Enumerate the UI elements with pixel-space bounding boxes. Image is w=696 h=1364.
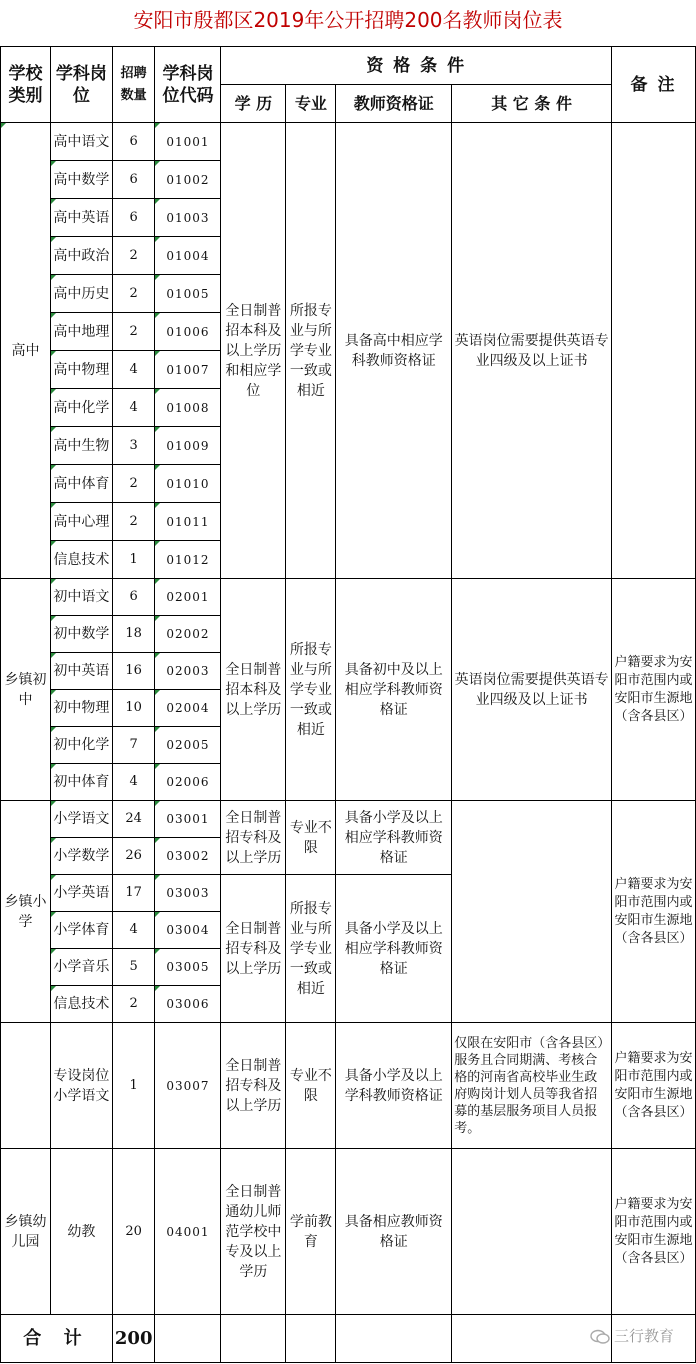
count-cell: 4 [112, 764, 155, 801]
primary-g1-certificate: 具备小学及以上相应学科教师资格证 [336, 801, 452, 875]
high-education: 全日制普招本科及以上学历和相应学位 [221, 123, 286, 579]
count-cell: 24 [112, 801, 155, 838]
count-cell: 2 [112, 503, 155, 541]
code-cell: 02001 [155, 579, 221, 616]
category-kinder: 乡镇幼儿园 [1, 1149, 51, 1315]
header-other: 其 它 条 件 [452, 85, 612, 123]
code-cell: 01009 [155, 427, 221, 465]
subject-cell: 高中英语 [50, 199, 112, 237]
count-cell: 6 [112, 161, 155, 199]
code-cell: 03003 [155, 875, 221, 912]
count-cell: 26 [112, 838, 155, 875]
code-cell: 01003 [155, 199, 221, 237]
kinder-major: 学前教育 [286, 1149, 336, 1315]
primary-remarks: 户籍要求为安阳市范围内或安阳市生源地（含各县区） [612, 801, 696, 1023]
subject-cell: 小学数学 [50, 838, 112, 875]
header-remarks: 备 注 [612, 47, 696, 123]
special-code: 03007 [155, 1023, 221, 1149]
recruitment-table [0, 46, 696, 1363]
count-cell: 2 [112, 275, 155, 313]
count-cell: 16 [112, 653, 155, 690]
special-other: 仅限在安阳市（含各县区）服务且合同期满、考核合格的河南省高校毕业生政府购岗计划人员等我省招募的基层服务项目人员报考。 [452, 1023, 612, 1149]
subject-cell: 小学音乐 [50, 949, 112, 986]
code-cell: 01006 [155, 313, 221, 351]
subject-cell: 高中地理 [50, 313, 112, 351]
code-cell: 01008 [155, 389, 221, 427]
category-special-empty [1, 1023, 51, 1149]
code-cell: 02002 [155, 616, 221, 653]
special-subject: 专设岗位小学语文 [50, 1023, 112, 1149]
count-cell: 1 [112, 541, 155, 579]
primary-g2-certificate: 具备小学及以上相应学科教师资格证 [336, 875, 452, 1023]
primary-other [452, 801, 612, 1023]
code-cell: 03006 [155, 986, 221, 1023]
subject-cell: 初中英语 [50, 653, 112, 690]
code-cell: 02003 [155, 653, 221, 690]
kinder-remarks: 户籍要求为安阳市范围内或安阳市生源地（含各县区） [612, 1149, 696, 1315]
category-middle: 乡镇初中 [1, 579, 51, 801]
code-cell: 03001 [155, 801, 221, 838]
high-other: 英语岗位需要提供英语专业四级及以上证书 [452, 123, 612, 579]
primary-g1-major: 专业不限 [286, 801, 336, 875]
count-cell: 4 [112, 389, 155, 427]
kinder-code: 04001 [155, 1149, 221, 1315]
primary-g2-education: 全日制普招专科及以上学历 [221, 875, 286, 1023]
code-cell: 01002 [155, 161, 221, 199]
code-cell: 01004 [155, 237, 221, 275]
total-label: 合 计 [1, 1315, 113, 1363]
middle-major: 所报专业与所学专业一致或相近 [286, 579, 336, 801]
count-cell: 17 [112, 875, 155, 912]
subject-cell: 高中数学 [50, 161, 112, 199]
subject-cell: 高中生物 [50, 427, 112, 465]
kinder-certificate: 具备相应教师资格证 [336, 1149, 452, 1315]
code-cell: 01011 [155, 503, 221, 541]
special-major: 专业不限 [286, 1023, 336, 1149]
code-cell: 01012 [155, 541, 221, 579]
subject-cell: 高中政治 [50, 237, 112, 275]
kinder-subject: 幼教 [50, 1149, 112, 1315]
count-cell: 6 [112, 199, 155, 237]
subject-cell: 高中化学 [50, 389, 112, 427]
header-major: 专业 [286, 85, 336, 123]
middle-other: 英语岗位需要提供英语专业四级及以上证书 [452, 579, 612, 801]
subject-cell: 高中体育 [50, 465, 112, 503]
kinder-other [452, 1149, 612, 1315]
kinder-education: 全日制普通幼儿师范学校中专及以上学历 [221, 1149, 286, 1315]
count-cell: 2 [112, 986, 155, 1023]
code-cell: 01007 [155, 351, 221, 389]
subject-cell: 信息技术 [50, 986, 112, 1023]
subject-cell: 小学体育 [50, 912, 112, 949]
watermark-text: 三行教育 [613, 1327, 674, 1345]
header-subject: 学科岗位 [50, 47, 112, 123]
middle-certificate: 具备初中及以上相应学科教师资格证 [336, 579, 452, 801]
code-cell: 02006 [155, 764, 221, 801]
subject-cell: 小学英语 [50, 875, 112, 912]
header-school-type: 学校类别 [1, 47, 51, 123]
code-cell: 02004 [155, 690, 221, 727]
high-certificate: 具备高中相应学科教师资格证 [336, 123, 452, 579]
subject-cell: 初中数学 [50, 616, 112, 653]
kinder-count: 20 [112, 1149, 155, 1315]
count-cell: 2 [112, 313, 155, 351]
code-cell: 02005 [155, 727, 221, 764]
code-cell: 01001 [155, 123, 221, 161]
watermark [590, 1325, 674, 1346]
subject-cell: 初中化学 [50, 727, 112, 764]
code-cell: 03002 [155, 838, 221, 875]
code-cell: 03005 [155, 949, 221, 986]
subject-cell: 信息技术 [50, 541, 112, 579]
count-cell: 4 [112, 351, 155, 389]
header-qualifications: 资 格 条 件 [221, 47, 612, 85]
header-code: 学科岗位代码 [155, 47, 221, 123]
code-cell: 01005 [155, 275, 221, 313]
count-cell: 2 [112, 237, 155, 275]
chat-bubble-icon [590, 1329, 610, 1345]
count-cell: 6 [112, 123, 155, 161]
special-education: 全日制普招专科及以上学历 [221, 1023, 286, 1149]
subject-cell: 小学语文 [50, 801, 112, 838]
header-education: 学 历 [221, 85, 286, 123]
count-cell: 18 [112, 616, 155, 653]
count-cell: 6 [112, 579, 155, 616]
special-remarks: 户籍要求为安阳市范围内或安阳市生源地（含各县区） [612, 1023, 696, 1149]
subject-cell: 高中历史 [50, 275, 112, 313]
high-remarks [612, 123, 696, 579]
page-title: 安阳市殷都区2019年公开招聘200名教师岗位表 [133, 8, 563, 32]
total-empty [452, 1315, 612, 1363]
header-certificate: 教师资格证 [336, 85, 452, 123]
count-cell: 3 [112, 427, 155, 465]
subject-cell: 高中语文 [50, 123, 112, 161]
count-cell: 2 [112, 465, 155, 503]
subject-cell: 初中语文 [50, 579, 112, 616]
count-cell: 5 [112, 949, 155, 986]
code-cell: 03004 [155, 912, 221, 949]
subject-cell: 初中物理 [50, 690, 112, 727]
category-high: 高中 [1, 123, 51, 579]
primary-g1-education: 全日制普招专科及以上学历 [221, 801, 286, 875]
total-empty [286, 1315, 336, 1363]
total-value: 200 [112, 1315, 155, 1363]
total-empty [155, 1315, 221, 1363]
subject-cell: 初中体育 [50, 764, 112, 801]
count-cell: 4 [112, 912, 155, 949]
total-empty [336, 1315, 452, 1363]
total-empty [221, 1315, 286, 1363]
high-major: 所报专业与所学专业一致或相近 [286, 123, 336, 579]
middle-remarks: 户籍要求为安阳市范围内或安阳市生源地（含各县区） [612, 579, 696, 801]
special-count: 1 [112, 1023, 155, 1149]
primary-g2-major: 所报专业与所学专业一致或相近 [286, 875, 336, 1023]
count-cell: 7 [112, 727, 155, 764]
category-primary: 乡镇小学 [1, 801, 51, 1023]
middle-education: 全日制普招本科及以上学历 [221, 579, 286, 801]
code-cell: 01010 [155, 465, 221, 503]
count-cell: 10 [112, 690, 155, 727]
subject-cell: 高中心理 [50, 503, 112, 541]
subject-cell: 高中物理 [50, 351, 112, 389]
header-count: 招聘数量 [112, 47, 155, 123]
special-certificate: 具备小学及以上学科教师资格证 [336, 1023, 452, 1149]
